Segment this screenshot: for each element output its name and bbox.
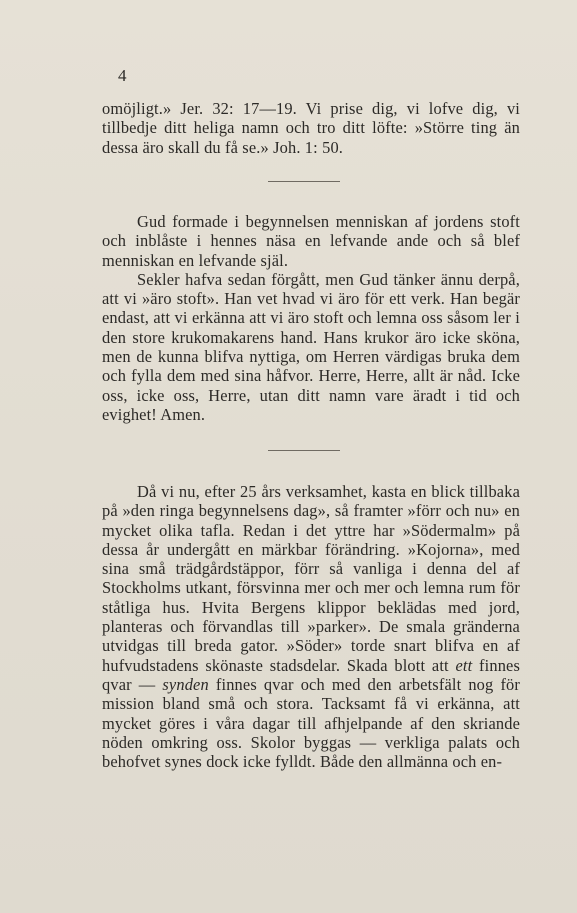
page-number: 4: [118, 66, 127, 85]
paragraph-2: Gud formade i begynnelsen menniskan af jordens stoft och inblåste i hennes näsa en lefvande ande och så blef menniskan en lefvande själ.: [102, 212, 520, 270]
paragraph-4-part-c: finnes qvar och med den arbetsfält nog för mission bland små och stora. Tacksamt få vi erkänna, att mycket göres i våra dagar till afhjelpande af den skriande nöden omkring oss. Skolor byggas — verkliga palats och behofvet synes dock icke fylldt. Både den allmänna och en-: [102, 674, 521, 772]
emphasis-synden: synden: [162, 674, 209, 694]
paragraph-4-part-a: Då vi nu, efter 25 års verksamhet, kasta en blick tillbaka på »den ringa begynnelsens dag», så framter »förr och nu» en mycket olika tafla. Redan i det yttre har »Södermalm» på dessa år undergått en märkbar förändring. »Kojorna», med sina små trädgårdstäppor, förr så vanliga i denna del af Stockholms utkant, försvinna mer och mer och lemna rum för ståtliga hus. Hvita Bergens klippor beklädas med jord, planteras och förvandlas till »parker». De smala gränderna utvidgas till breda gator. »Söder» torde snart blifva en af hufvudstadens skönaste stadsdelar. Skada blott att: [102, 482, 520, 675]
quote-paragraph: [102, 99, 520, 157]
paragraph-4-part-b: finnes qvar —: [102, 655, 520, 694]
section-divider-2: [268, 450, 340, 451]
section-retrospect: [102, 482, 520, 771]
paragraph-3: Sekler hafva sedan förgått, men Gud tänker ännu derpå, att vi »äro stoft». Han vet hvad vi äro för ett verk. Han begär endast, att vi erkänna att vi äro stoft och lemna oss såsom ler i den store krukomakarens hand. Hans krukor äro icke sköna, men de kunna blifva nyttiga, om Herren värdigas bruka dem och fylla dem med sina håfvor. Herre, Herre, allt är nåd. Icke oss, icke oss, Herre, utan ditt namn vare äradt i tid och evighet! Amen.: [102, 269, 520, 424]
section-creation: [102, 212, 520, 424]
paragraph-4: [102, 482, 520, 771]
emphasis-ett: ett: [455, 655, 473, 675]
section-divider-1: [268, 181, 340, 182]
paragraph-1: omöjligt.» Jer. 32: 17—19. Vi prise dig, vi lofve dig, vi tillbedje ditt heliga namn och tro ditt löfte: »Större ting än dessa äro skall du få se.» Joh. 1: 50.: [102, 99, 520, 157]
